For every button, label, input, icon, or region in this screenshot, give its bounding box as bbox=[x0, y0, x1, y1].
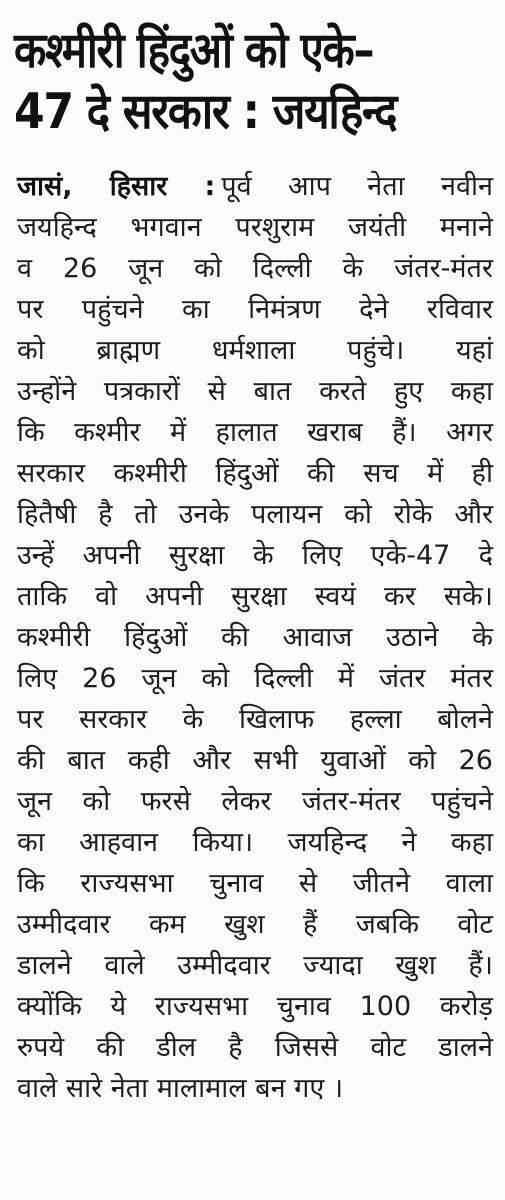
body-line-7: कि कश्मीर में हालात खराब हैं। अगर bbox=[17, 417, 493, 448]
body-line-14: पर सरकार के खिलाफ हल्ला बोलने bbox=[17, 704, 493, 735]
headline-line-2: 47 दे सरकार : जयहिन्द bbox=[14, 83, 397, 140]
headline-line-1: कश्मीरी हिंदुओं को एके– bbox=[14, 22, 374, 79]
body-line-19: उम्मीदवार कम खुश हैं जबकि वोट bbox=[17, 909, 493, 940]
body-line-22: रुपये की डील है जिससे वोट डालने bbox=[17, 1032, 493, 1063]
body-line-13: लिए 26 जून को दिल्ली में जंतर मंतर bbox=[17, 663, 493, 694]
body-line-9: हितैषी है तो उनके पलायन को रोके और bbox=[17, 499, 493, 530]
dateline: जासं, हिसार : bbox=[17, 171, 216, 202]
body-line-20: डालने वाले उम्मीदवार ज्यादा खुश हैं। bbox=[17, 950, 493, 981]
body-line-10: उन्हें अपनी सुरक्षा के लिए एके-47 दे bbox=[17, 540, 493, 571]
body-line-2: जयहिन्द भगवान परशुराम जयंती मनाने bbox=[17, 212, 493, 243]
body-line-6: उन्होंने पत्रकारों से बात करते हुए कहा bbox=[17, 376, 493, 407]
body-line-1 bbox=[17, 166, 493, 207]
body-line-5: को ब्राह्मण धर्मशाला पहुंचे। यहां bbox=[17, 335, 493, 366]
article-headline bbox=[14, 20, 494, 142]
body-line-16: जून को फरसे लेकर जंतर-मंतर पहुंचने bbox=[17, 786, 493, 817]
body-line-12: कश्मीरी हिंदुओं की आवाज उठाने के bbox=[17, 622, 493, 653]
body-line-18: कि राज्यसभा चुनाव से जीतने वाला bbox=[17, 868, 493, 899]
body-line-11: ताकि वो अपनी सुरक्षा स्वयं कर सके। bbox=[17, 581, 493, 612]
body-line-4: पर पहुंचने का निमंत्रण देने रविवार bbox=[17, 294, 493, 325]
body-line-21: क्योंकि ये राज्यसभा चुनाव 100 करोड़ bbox=[17, 991, 493, 1022]
body-line-17: का आहवान किया। जयहिन्द ने कहा bbox=[17, 827, 493, 858]
body-line-8: सरकार कश्मीरी हिंदुओं की सच में ही bbox=[17, 458, 493, 489]
article-body bbox=[17, 166, 493, 1109]
body-line-3: व 26 जून को दिल्ली के जंतर-मंतर bbox=[17, 253, 493, 284]
body-line-1-text: पूर्व आप नेता नवीन bbox=[221, 171, 493, 202]
body-line-15: की बात कही और सभी युवाओं को 26 bbox=[17, 745, 493, 776]
body-line-23: वाले सारे नेता मालामाल बन गए । bbox=[17, 1073, 344, 1104]
